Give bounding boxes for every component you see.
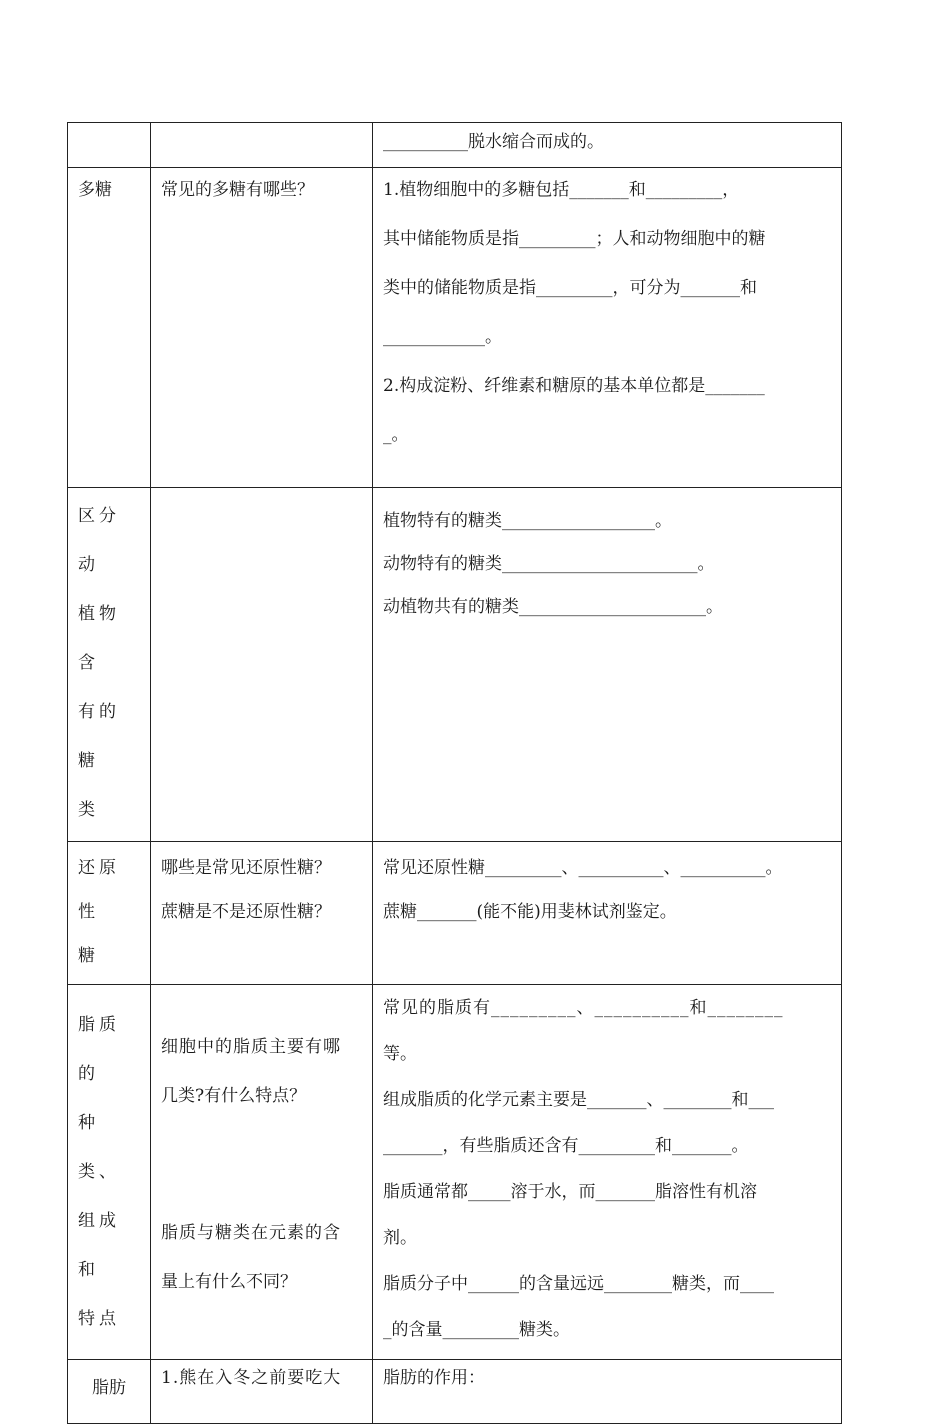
row5-col1 — [68, 985, 151, 1360]
table-row-fat — [68, 1360, 842, 1424]
row3-col1 — [68, 488, 151, 842]
row5-col2 — [151, 985, 373, 1360]
row5-question-line: 量上有什么不同？ — [161, 1272, 297, 1292]
row2-answer-line: 2.构成淀粉、纤维素和糖原的基本单位都是_______ — [383, 376, 765, 396]
row6-col3 — [373, 1360, 842, 1424]
row4-answer-line: 常见还原性糖_________、__________、__________。 — [383, 858, 783, 878]
row5-question-line: 脂质与糖类在元素的含 — [161, 1223, 341, 1243]
row6-col2 — [151, 1360, 373, 1424]
row5-answer-line: _的含量_________糖类。 — [383, 1320, 570, 1340]
row1-col3 — [373, 123, 842, 168]
row6-answer: 脂肪的作用： — [383, 1368, 485, 1388]
table-row-animal-plant-sugars — [68, 488, 842, 842]
row6-col1 — [68, 1360, 151, 1424]
row3-col3 — [373, 488, 842, 842]
row6-question: 1.熊在入冬之前要吃大 — [161, 1368, 342, 1388]
row6-heading: 脂肪 — [92, 1378, 126, 1398]
row5-heading-line: 特点 — [78, 1308, 120, 1329]
row5-heading-line: 种类、 — [78, 1112, 120, 1182]
row2-col3 — [373, 168, 842, 488]
row5-question-line: 几类?有什么特点？ — [161, 1086, 307, 1106]
row5-answer-line: _______，有些脂质还含有_________和_______。 — [383, 1136, 749, 1156]
row4-heading-line: 还原性 — [78, 858, 120, 922]
row2-answer-line: 1.植物细胞中的多糖包括_______和_________， — [383, 180, 740, 200]
row1-col1 — [68, 123, 151, 168]
row5-answer-line: 常见的脂质有_________、__________和________ — [383, 998, 784, 1018]
table-row-lipids — [68, 985, 842, 1360]
row5-answer-line: 等。 — [383, 1044, 417, 1064]
row2-col2 — [151, 168, 373, 488]
row4-col2 — [151, 842, 373, 985]
row4-question-line: 蔗糖是不是还原性糖？ — [161, 902, 331, 922]
row1-col2 — [151, 123, 373, 168]
row3-answer-line: 植物特有的糖类__________________。 — [383, 511, 672, 531]
row2-heading: 多糖 — [78, 180, 112, 200]
row4-heading-line: 糖 — [78, 946, 99, 966]
row1-col3-line: __________脱水缩合而成的。 — [383, 132, 604, 152]
row2-col1 — [68, 168, 151, 488]
row3-heading-line: 有的糖 — [78, 702, 120, 771]
row5-answer-line: 组成脂质的化学元素主要是_______、________和___ — [383, 1090, 774, 1110]
row2-answer-line: _。 — [383, 425, 409, 445]
row3-heading-line: 区分动 — [78, 506, 120, 575]
row4-answer-line: 蔗糖_______(能不能)用斐林试剂鉴定。 — [383, 902, 677, 922]
row5-question-line: 细胞中的脂质主要有哪 — [161, 1037, 341, 1057]
table-row-continuation — [68, 123, 842, 168]
row5-heading-line: 组成和 — [78, 1210, 120, 1280]
row5-col3 — [373, 985, 842, 1360]
table-row-reducing-sugar — [68, 842, 842, 985]
row5-answer-line: 脂质分子中______的含量远远________糖类，而____ — [383, 1274, 774, 1294]
row2-answer-line: 类中的储能物质是指_________，可分为_______和 — [383, 278, 757, 298]
row3-heading-line: 类 — [78, 800, 99, 820]
row3-answer-line: 动物特有的糖类_______________________。 — [383, 554, 715, 574]
row3-answer-line: 动植物共有的糖类______________________。 — [383, 597, 723, 617]
row2-answer-line: ____________。 — [383, 327, 502, 347]
row2-answer-line: 其中储能物质是指_________；人和动物细胞中的糖 — [383, 229, 766, 249]
table-row-polysaccharide — [68, 168, 842, 488]
row3-heading-line: 植物含 — [78, 604, 120, 673]
row2-question: 常见的多糖有哪些？ — [161, 180, 314, 200]
row5-answer-line: 剂。 — [383, 1228, 417, 1248]
study-table — [67, 122, 842, 1424]
row4-question-line: 哪些是常见还原性糖？ — [161, 858, 331, 878]
row4-col1 — [68, 842, 151, 985]
row4-col3 — [373, 842, 842, 985]
row5-heading-line: 脂质的 — [78, 1014, 120, 1084]
row3-col2 — [151, 488, 373, 842]
row5-answer-line: 脂质通常都_____溶于水，而_______脂溶性有机溶 — [383, 1182, 757, 1202]
